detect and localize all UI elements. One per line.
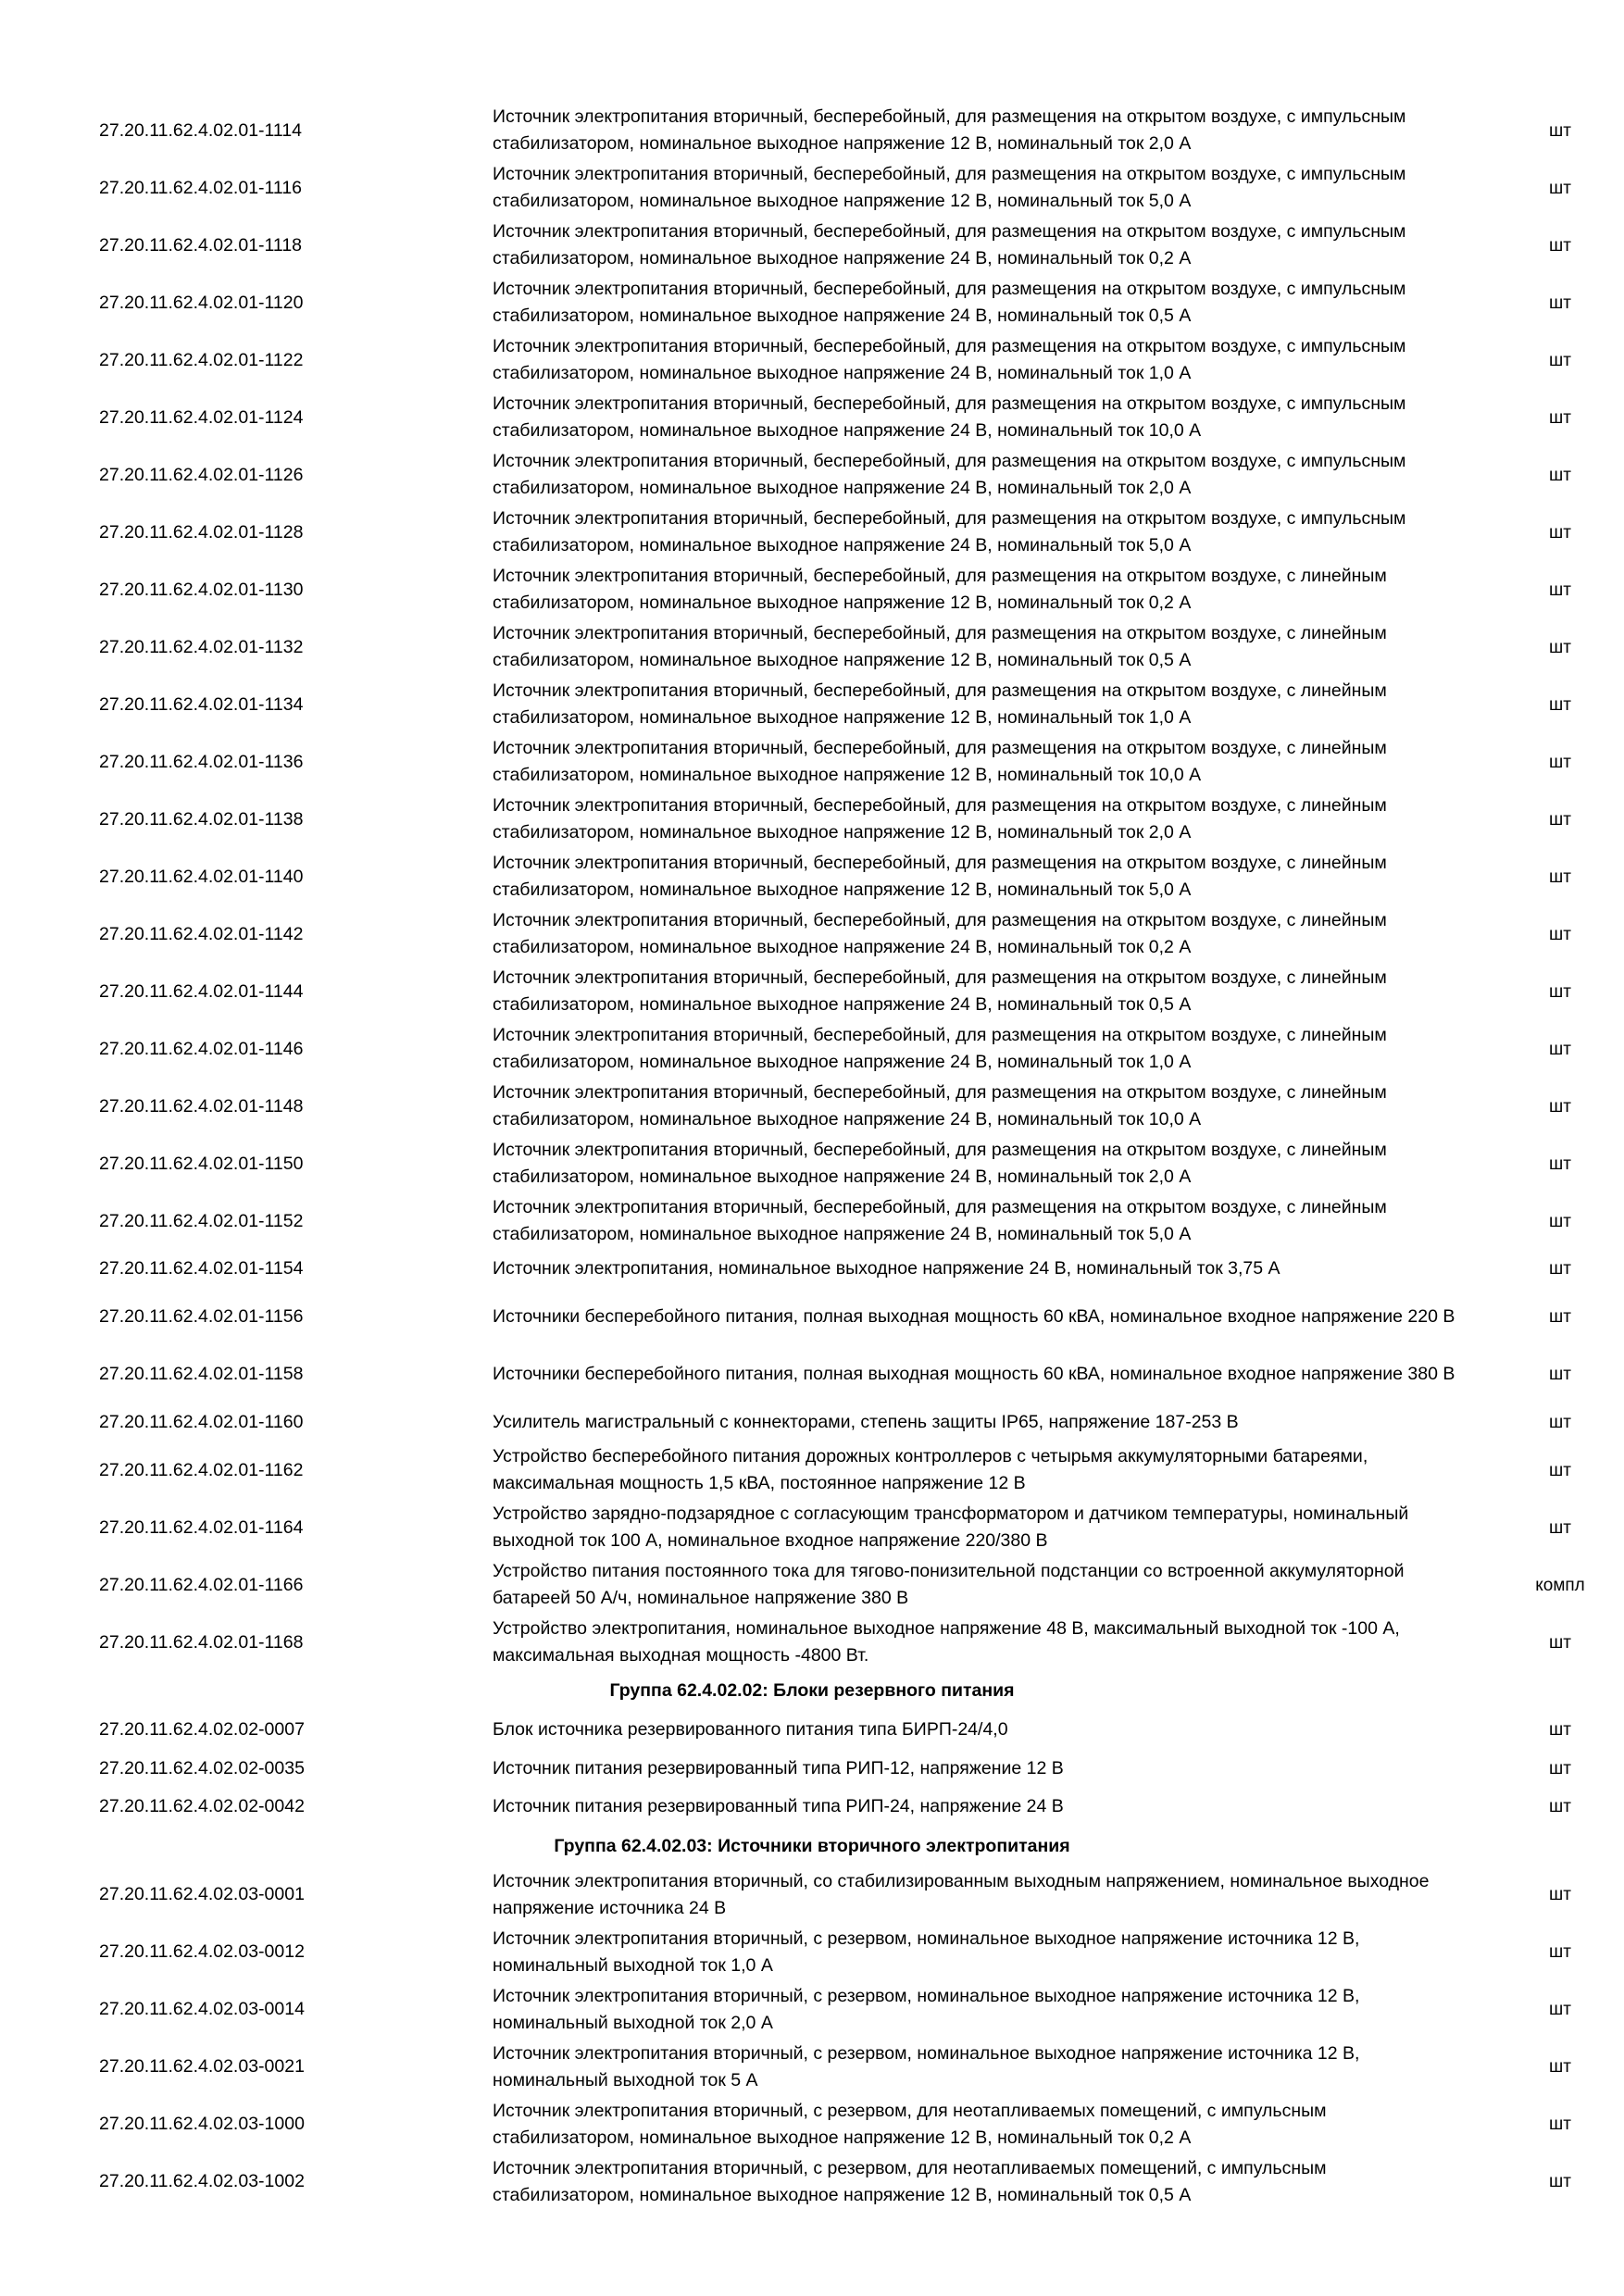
unit-of-measure: шт	[1549, 2172, 1571, 2191]
resource-description: Источник электропитания вторичный, бесперебойный, для размещения на открытом воздухе, с импульсным стабилизатором, номинальное выходное напряжение 24 В, номинальный ток 2,0 А	[493, 451, 1406, 498]
table-row	[0, 963, 1624, 1020]
unit-of-measure: шт	[1549, 465, 1571, 485]
resource-code: 27.20.11.62.4.02.01-1152	[99, 1210, 304, 1231]
unit-of-measure: шт	[1549, 178, 1571, 198]
resource-code: 27.20.11.62.4.02.01-1142	[99, 923, 304, 944]
resource-code: 27.20.11.62.4.02.01-1120	[99, 292, 304, 313]
resource-description: Источник электропитания вторичный, бесперебойный, для размещения на открытом воздухе, с линейным стабилизатором, номинальное выходное напряжение 24 В, номинальный ток 5,0 А	[493, 1197, 1387, 1244]
rows-group-62-4-02-02	[0, 1711, 1624, 1827]
unit-of-measure: шт	[1549, 522, 1571, 543]
resource-description: Источник электропитания вторичный, со стабилизированным выходным напряжением, номинальное выходное напряжение источника 24 В	[493, 1870, 1430, 1918]
rows-group-62-4-02-03	[0, 1866, 1624, 2211]
resource-description: Источник электропитания вторичный, бесперебойный, для размещения на открытом воздухе, с импульсным стабилизатором, номинальное выходное напряжение 12 В, номинальный ток 5,0 А	[493, 164, 1406, 211]
unit-of-measure: шт	[1549, 924, 1571, 944]
resource-description-cell	[493, 963, 1465, 1020]
resource-description-cell	[493, 1441, 1465, 1499]
table-row	[0, 676, 1624, 733]
resource-code: 27.20.11.62.4.02.01-1148	[99, 1095, 304, 1117]
resource-description: Источник питания резервированный типа РИП-24, напряжение 24 В	[493, 1796, 1064, 1817]
unit-of-measure: шт	[1549, 580, 1571, 600]
resource-description: Источник электропитания вторичный, с резервом, номинальное выходное напряжение источника 12 В, номинальный выходной ток 1,0 А	[493, 1928, 1360, 1976]
unit-of-measure: шт	[1549, 1460, 1571, 1480]
resource-description: Источники бесперебойного питания, полная выходная мощность 60 кВА, номинальное входное напряжение 380 В	[493, 1364, 1455, 1384]
table-row	[0, 791, 1624, 848]
unit-of-measure: шт	[1549, 1797, 1571, 1817]
resource-description-cell	[493, 1556, 1465, 1614]
unit-of-measure: шт	[1549, 1758, 1571, 1778]
resource-description: Источник электропитания, номинальное выходное напряжение 24 В, номинальный ток 3,75 А	[493, 1258, 1280, 1279]
resource-code: 27.20.11.62.4.02.01-1128	[99, 521, 304, 543]
table-row	[0, 733, 1624, 791]
resource-description: Источник электропитания вторичный, бесперебойный, для размещения на открытом воздухе, с линейным стабилизатором, номинальное выходное напряжение 24 В, номинальный ток 2,0 А	[493, 1140, 1387, 1187]
table-row	[0, 1289, 1624, 1346]
table-row	[0, 1135, 1624, 1192]
table-row	[0, 1556, 1624, 1614]
table-row	[0, 274, 1624, 331]
resource-description: Источник электропитания вторичный, с резервом, для неотапливаемых помещений, с импульсным стабилизатором, номинальное выходное напряжение 12 В, номинальный ток 0,2 А	[493, 2100, 1327, 2148]
resource-description: Источник электропитания вторичный, бесперебойный, для размещения на открытом воздухе, с линейным стабилизатором, номинальное выходное напряжение 24 В, номинальный ток 0,5 А	[493, 967, 1387, 1015]
resource-code: 27.20.11.62.4.02.01-1162	[99, 1459, 304, 1480]
table-row	[0, 159, 1624, 217]
resource-description: Источник электропитания вторичный, бесперебойный, для размещения на открытом воздухе, с линейным стабилизатором, номинальное выходное напряжение 12 В, номинальный ток 0,2 А	[493, 566, 1387, 613]
table-row	[0, 618, 1624, 676]
resource-description-cell	[493, 561, 1465, 618]
resource-code: 27.20.11.62.4.02.01-1150	[99, 1153, 304, 1174]
table-row	[0, 1499, 1624, 1556]
resource-description-cell	[493, 848, 1465, 905]
resource-description-cell	[493, 1346, 1465, 1404]
resource-description: Источник электропитания вторичный, бесперебойный, для размещения на открытом воздухе, с линейным стабилизатором, номинальное выходное напряжение 12 В, номинальный ток 10,0 А	[493, 738, 1387, 785]
resource-description-cell	[493, 1711, 1465, 1750]
resource-code: 27.20.11.62.4.02.03-0021	[99, 2056, 305, 2077]
table-row	[0, 102, 1624, 159]
table-row	[0, 1346, 1624, 1404]
unit-of-measure: шт	[1549, 752, 1571, 772]
unit-of-measure: шт	[1549, 1365, 1571, 1384]
table-row	[0, 2039, 1624, 2096]
table-row	[0, 1614, 1624, 1671]
resource-description-cell	[493, 1250, 1465, 1289]
resource-description: Устройство электропитания, номинальное выходное напряжение 48 В, максимальный выходной ток -100 А, максимальная выходная мощность -4800 Вт.	[493, 1618, 1400, 1666]
group-heading-62-4-02-03: Группа 62.4.02.03: Источники вторичного электропитания	[554, 1835, 1070, 1856]
resource-description: Источник электропитания вторичный, бесперебойный, для размещения на открытом воздухе, с линейным стабилизатором, номинальное выходное напряжение 12 В, номинальный ток 2,0 А	[493, 795, 1387, 842]
resource-description-cell	[493, 1614, 1465, 1671]
resource-description: Источник электропитания вторичный, бесперебойный, для размещения на открытом воздухе, с линейным стабилизатором, номинальное выходное напряжение 12 В, номинальный ток 5,0 А	[493, 853, 1387, 900]
resource-description-cell	[493, 446, 1465, 504]
resource-description-cell	[493, 618, 1465, 676]
resource-description-cell	[493, 1981, 1465, 2039]
resource-code: 27.20.11.62.4.02.01-1146	[99, 1038, 304, 1059]
unit-of-measure: шт	[1549, 350, 1571, 370]
resource-description: Источник электропитания вторичный, бесперебойный, для размещения на открытом воздухе, с импульсным стабилизатором, номинальное выходное напряжение 24 В, номинальный ток 10,0 А	[493, 393, 1406, 441]
resource-code: 27.20.11.62.4.02.01-1160	[99, 1411, 304, 1432]
resource-description-cell	[493, 1192, 1465, 1250]
unit-of-measure: шт	[1549, 2115, 1571, 2134]
resource-description-cell	[493, 905, 1465, 963]
resource-description-cell	[493, 676, 1465, 733]
unit-of-measure: шт	[1549, 1154, 1571, 1174]
resource-description-cell	[493, 1404, 1465, 1442]
resource-code: 27.20.11.62.4.02.03-0012	[99, 1941, 305, 1962]
resource-description: Источники бесперебойного питания, полная выходная мощность 60 кВА, номинальное входное напряжение 220 В	[493, 1306, 1455, 1327]
unit-of-measure: шт	[1549, 1307, 1571, 1327]
table-row	[0, 2096, 1624, 2153]
resource-description-cell	[493, 1078, 1465, 1135]
resource-description-cell	[493, 1289, 1465, 1346]
resource-description: Источник электропитания вторичный, бесперебойный, для размещения на открытом воздухе, с импульсным стабилизатором, номинальное выходное напряжение 24 В, номинальный ток 0,2 А	[493, 221, 1406, 268]
table-row	[0, 446, 1624, 504]
rows-group-62-4-02-01	[0, 102, 1624, 1671]
resource-description-cell	[493, 1788, 1465, 1827]
table-row	[0, 1788, 1624, 1827]
resource-description-cell	[493, 1750, 1465, 1789]
unit-of-measure: компл	[1535, 1575, 1585, 1595]
table-row	[0, 217, 1624, 274]
resource-code: 27.20.11.62.4.02.01-1140	[99, 866, 304, 887]
table-row	[0, 1192, 1624, 1250]
unit-of-measure: шт	[1549, 1942, 1571, 1962]
resource-description: Источник электропитания вторичный, с резервом, для неотапливаемых помещений, с импульсным стабилизатором, номинальное выходное напряжение 12 В, номинальный ток 0,5 А	[493, 2157, 1327, 2205]
resource-description: Источник электропитания вторичный, бесперебойный, для размещения на открытом воздухе, с линейным стабилизатором, номинальное выходное напряжение 24 В, номинальный ток 1,0 А	[493, 1025, 1387, 1072]
table-row	[0, 1750, 1624, 1789]
unit-of-measure: шт	[1549, 1211, 1571, 1231]
unit-of-measure: шт	[1549, 981, 1571, 1002]
unit-of-measure: шт	[1549, 1096, 1571, 1117]
table-row	[0, 389, 1624, 446]
table-row	[0, 1924, 1624, 1981]
resource-description: Блок источника резервированного питания типа БИРП-24/4,0	[493, 1719, 1008, 1741]
resource-description-cell	[493, 2153, 1465, 2211]
resource-description-cell	[493, 1499, 1465, 1556]
table-row	[0, 1250, 1624, 1289]
resource-code: 27.20.11.62.4.02.01-1164	[99, 1516, 304, 1538]
resource-description: Источник электропитания вторичный, бесперебойный, для размещения на открытом воздухе, с линейным стабилизатором, номинальное выходное напряжение 24 В, номинальный ток 10,0 А	[493, 1082, 1387, 1129]
table-row	[0, 1020, 1624, 1078]
resource-code: 27.20.11.62.4.02.01-1124	[99, 406, 304, 428]
table-row	[0, 2153, 1624, 2211]
table-row	[0, 561, 1624, 618]
resource-code: 27.20.11.62.4.02.01-1158	[99, 1364, 304, 1384]
resource-code: 27.20.11.62.4.02.01-1116	[99, 177, 303, 198]
resource-description: Источник электропитания вторичный, бесперебойный, для размещения на открытом воздухе, с линейным стабилизатором, номинальное выходное напряжение 12 В, номинальный ток 1,0 А	[493, 680, 1387, 728]
resource-code: 27.20.11.62.4.02.01-1122	[99, 349, 304, 370]
unit-of-measure: шт	[1549, 120, 1571, 141]
resource-description-cell	[493, 1020, 1465, 1078]
resource-code: 27.20.11.62.4.02.01-1144	[99, 980, 304, 1002]
resource-description: Источник электропитания вторичный, бесперебойный, для размещения на открытом воздухе, с импульсным стабилизатором, номинальное выходное напряжение 24 В, номинальный ток 5,0 А	[493, 508, 1406, 555]
resource-description-cell	[493, 504, 1465, 561]
resource-code: 27.20.11.62.4.02.03-0014	[99, 1999, 305, 2019]
resource-description-cell	[493, 331, 1465, 389]
resource-description-cell	[493, 217, 1465, 274]
unit-of-measure: шт	[1549, 1412, 1571, 1432]
table-row	[0, 1441, 1624, 1499]
resource-code: 27.20.11.62.4.02.02-0035	[99, 1757, 305, 1778]
resource-code: 27.20.11.62.4.02.01-1134	[99, 693, 304, 715]
unit-of-measure: шт	[1549, 1259, 1571, 1279]
table-row	[0, 331, 1624, 389]
resource-code: 27.20.11.62.4.02.01-1132	[99, 636, 304, 657]
unit-of-measure: шт	[1549, 809, 1571, 830]
resource-description-cell	[493, 159, 1465, 217]
resource-description: Источник электропитания вторичный, с резервом, номинальное выходное напряжение источника 12 В, номинальный выходной ток 2,0 А	[493, 1985, 1360, 2033]
resource-description-cell	[493, 791, 1465, 848]
resource-description: Источник электропитания вторичный, бесперебойный, для размещения на открытом воздухе, с импульсным стабилизатором, номинальное выходное напряжение 24 В, номинальный ток 0,5 А	[493, 279, 1406, 326]
resource-description: Устройство бесперебойного питания дорожных контроллеров с четырьмя аккумуляторными батареями, максимальная мощность 1,5 кВА, постоянное напряжение 12 В	[493, 1446, 1368, 1493]
resource-description-cell	[493, 389, 1465, 446]
unit-of-measure: шт	[1549, 235, 1571, 256]
unit-of-measure: шт	[1549, 694, 1571, 715]
resource-description: Устройство зарядно-подзарядное с согласующим трансформатором и датчиком температуры, номинальный выходной ток 100 А, номинальное входное напряжение 220/380 В	[493, 1504, 1409, 1551]
resource-description: Источник электропитания вторичный, бесперебойный, для размещения на открытом воздухе, с линейным стабилизатором, номинальное выходное напряжение 24 В, номинальный ток 0,2 А	[493, 910, 1387, 957]
resource-code: 27.20.11.62.4.02.01-1114	[99, 119, 303, 141]
resource-code: 27.20.11.62.4.02.01-1138	[99, 808, 304, 830]
resource-code: 27.20.11.62.4.02.01-1168	[99, 1631, 304, 1653]
resource-code: 27.20.11.62.4.02.01-1136	[99, 751, 304, 772]
table-row	[0, 1404, 1624, 1442]
table-row	[0, 1866, 1624, 1924]
resource-description-cell	[493, 733, 1465, 791]
resource-description: Устройство питания постоянного тока для тягово-понизительной подстанции со встроенной аккумуляторной батареей 50 А/ч, номинальное напряжение 380 В	[493, 1561, 1405, 1608]
resource-description-cell	[493, 2096, 1465, 2153]
resource-code: 27.20.11.62.4.02.01-1166	[99, 1574, 304, 1595]
resource-description-cell	[493, 1135, 1465, 1192]
unit-of-measure: шт	[1549, 1039, 1571, 1059]
unit-of-measure: шт	[1549, 1632, 1571, 1653]
table-row	[0, 848, 1624, 905]
resource-description: Источник электропитания вторичный, бесперебойный, для размещения на открытом воздухе, с импульсным стабилизатором, номинальное выходное напряжение 12 В, номинальный ток 2,0 А	[493, 106, 1406, 154]
resource-code: 27.20.11.62.4.02.02-0042	[99, 1796, 305, 1817]
unit-of-measure: шт	[1549, 407, 1571, 428]
table-row	[0, 905, 1624, 963]
unit-of-measure: шт	[1549, 2000, 1571, 2019]
resource-description: Источник электропитания вторичный, бесперебойный, для размещения на открытом воздухе, с импульсным стабилизатором, номинальное выходное напряжение 24 В, номинальный ток 1,0 А	[493, 336, 1406, 383]
unit-of-measure: шт	[1549, 1517, 1571, 1538]
unit-of-measure: шт	[1549, 637, 1571, 657]
table-row	[0, 1981, 1624, 2039]
resource-code: 27.20.11.62.4.02.01-1118	[99, 234, 303, 256]
resource-description-cell	[493, 2039, 1465, 2096]
resource-description-cell	[493, 102, 1465, 159]
resource-description-cell	[493, 1866, 1465, 1924]
resource-description: Источник электропитания вторичный, бесперебойный, для размещения на открытом воздухе, с линейным стабилизатором, номинальное выходное напряжение 12 В, номинальный ток 0,5 А	[493, 623, 1387, 670]
table-row	[0, 504, 1624, 561]
unit-of-measure: шт	[1549, 1720, 1571, 1741]
resource-code: 27.20.11.62.4.02.01-1126	[99, 464, 304, 485]
resource-code: 27.20.11.62.4.02.01-1156	[99, 1306, 304, 1327]
resource-description: Усилитель магистральный с коннекторами, степень защиты IP65, напряжение 187-253 В	[493, 1411, 1239, 1432]
document-page	[0, 102, 1624, 2211]
resource-code: 27.20.11.62.4.02.01-1130	[99, 579, 304, 600]
resource-code: 27.20.11.62.4.02.03-1002	[99, 2171, 305, 2191]
table-row	[0, 1078, 1624, 1135]
resource-description-cell	[493, 274, 1465, 331]
resource-description-cell	[493, 1924, 1465, 1981]
resource-description: Источник питания резервированный типа РИП-12, напряжение 12 В	[493, 1757, 1064, 1778]
resource-code: 27.20.11.62.4.02.02-0007	[99, 1719, 305, 1741]
unit-of-measure: шт	[1549, 2057, 1571, 2077]
resource-description: Источник электропитания вторичный, с резервом, номинальное выходное напряжение источника 12 В, номинальный выходной ток 5 А	[493, 2042, 1360, 2090]
table-row	[0, 1711, 1624, 1750]
group-heading-62-4-02-02: Группа 62.4.02.02: Блоки резервного питания	[609, 1680, 1015, 1701]
unit-of-measure: шт	[1549, 293, 1571, 313]
resource-code: 27.20.11.62.4.02.01-1154	[99, 1258, 304, 1279]
resource-code: 27.20.11.62.4.02.03-1000	[99, 2114, 305, 2134]
resource-code: 27.20.11.62.4.02.03-0001	[99, 1884, 305, 1904]
unit-of-measure: шт	[1549, 867, 1571, 887]
unit-of-measure: шт	[1549, 1885, 1571, 1904]
